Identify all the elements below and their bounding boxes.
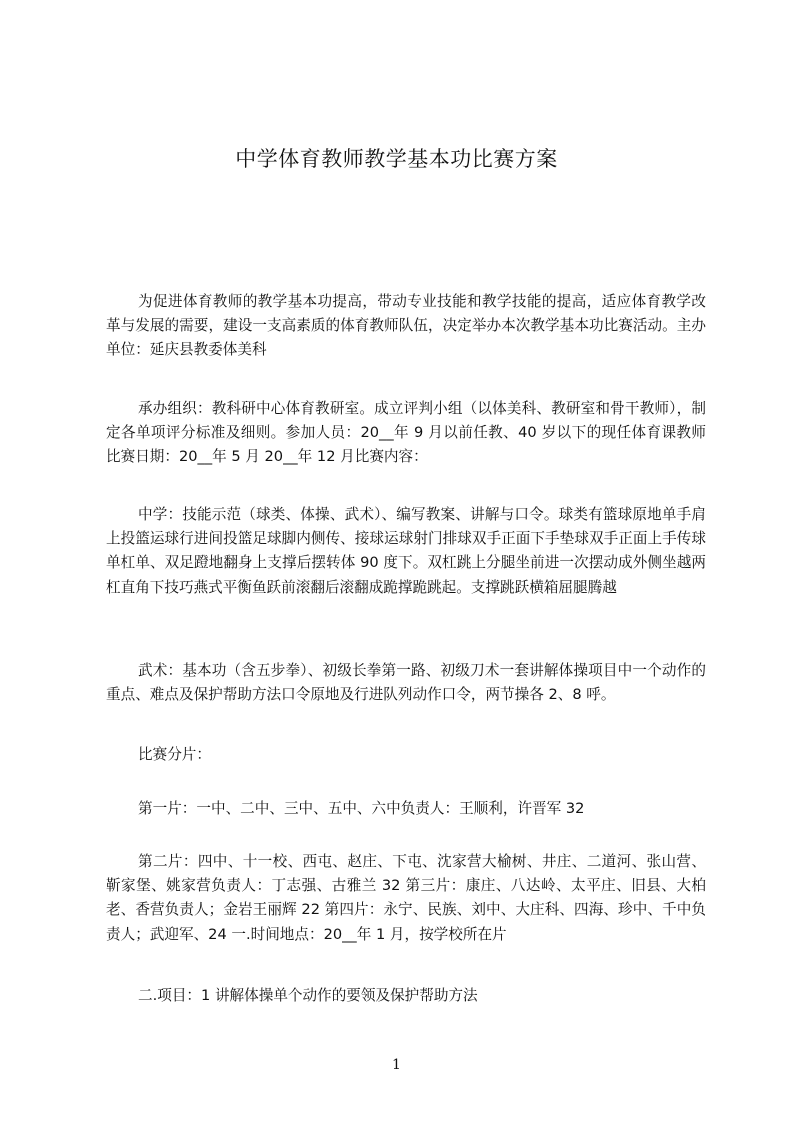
paragraph-martial-arts: 武术：基本功（含五步拳）、初级长拳第一路、初级刀术一套讲解体操项目中一个动作的重点、难点及保护帮助方法口令原地及行进队列动作口令，两节操各 2、8 呼。	[106, 662, 706, 704]
document-title: 中学体育教师教学基本功比赛方案	[235, 147, 558, 171]
paragraph-organizer: 承办组织：教科研中心体育教研室。成立评判小组（以体美科、教研室和骨干教师），制定各单项评分标准及细则。参加人员：20__年 9 月以前任教、40 岁以下的现任体育课教师比赛日期：20__年 5 月 20__年 12 月比赛内容：	[106, 400, 706, 466]
paragraph-district-one: 第一片：一中、二中、三中、五中、六中负责人：王顺利，许晋军 32	[138, 800, 585, 817]
page-number: 1	[392, 1057, 401, 1073]
paragraph-middle-school: 中学：技能示范（球类、体操、武术）、编写教案、讲解与口令。球类有篮球原地单手肩上投篮运球行进间投篮足球脚内侧传、接球运球射门排球双手正面下手垫球双手正面上手传球单杠单、双足蹬地翻身上支撑后摆转体 90 度下。双杠跳上分腿坐前进一次摆动成外侧坐越两杠直角下技巧燕式平衡鱼跃前滚翻后滚翻成跪撑跪跳起。支撑跳跃横箱屈腿腾越	[106, 506, 706, 596]
paragraph-districts-two-to-four: 第二片：四中、十一校、西屯、赵庄、下屯、沈家营大榆树、井庄、二道河、张山营、靳家堡、姚家营负责人：丁志强、古雅兰 32 第三片：康庄、八达岭、太平庄、旧县、大柏老、香营负责人；金岩王丽辉 22 第四片：永宁、民族、刘中、大庄科、四海、珍中、千中负责人；武迎军、24 一.时间地点：20__年 1 月，按学校所在片	[106, 853, 706, 943]
paragraph-intro: 为促进体育教师的教学基本功提高，带动专业技能和教学技能的提高，适应体育教学改革与发展的需要，建设一支高素质的体育教师队伍，决定举办本次教学基本功比赛活动。主办单位：延庆县教委体美科	[106, 293, 706, 359]
paragraph-districts-heading: 比赛分片：	[138, 746, 211, 763]
paragraph-project: 二.项目：1 讲解体操单个动作的要领及保护帮助方法	[138, 987, 478, 1004]
